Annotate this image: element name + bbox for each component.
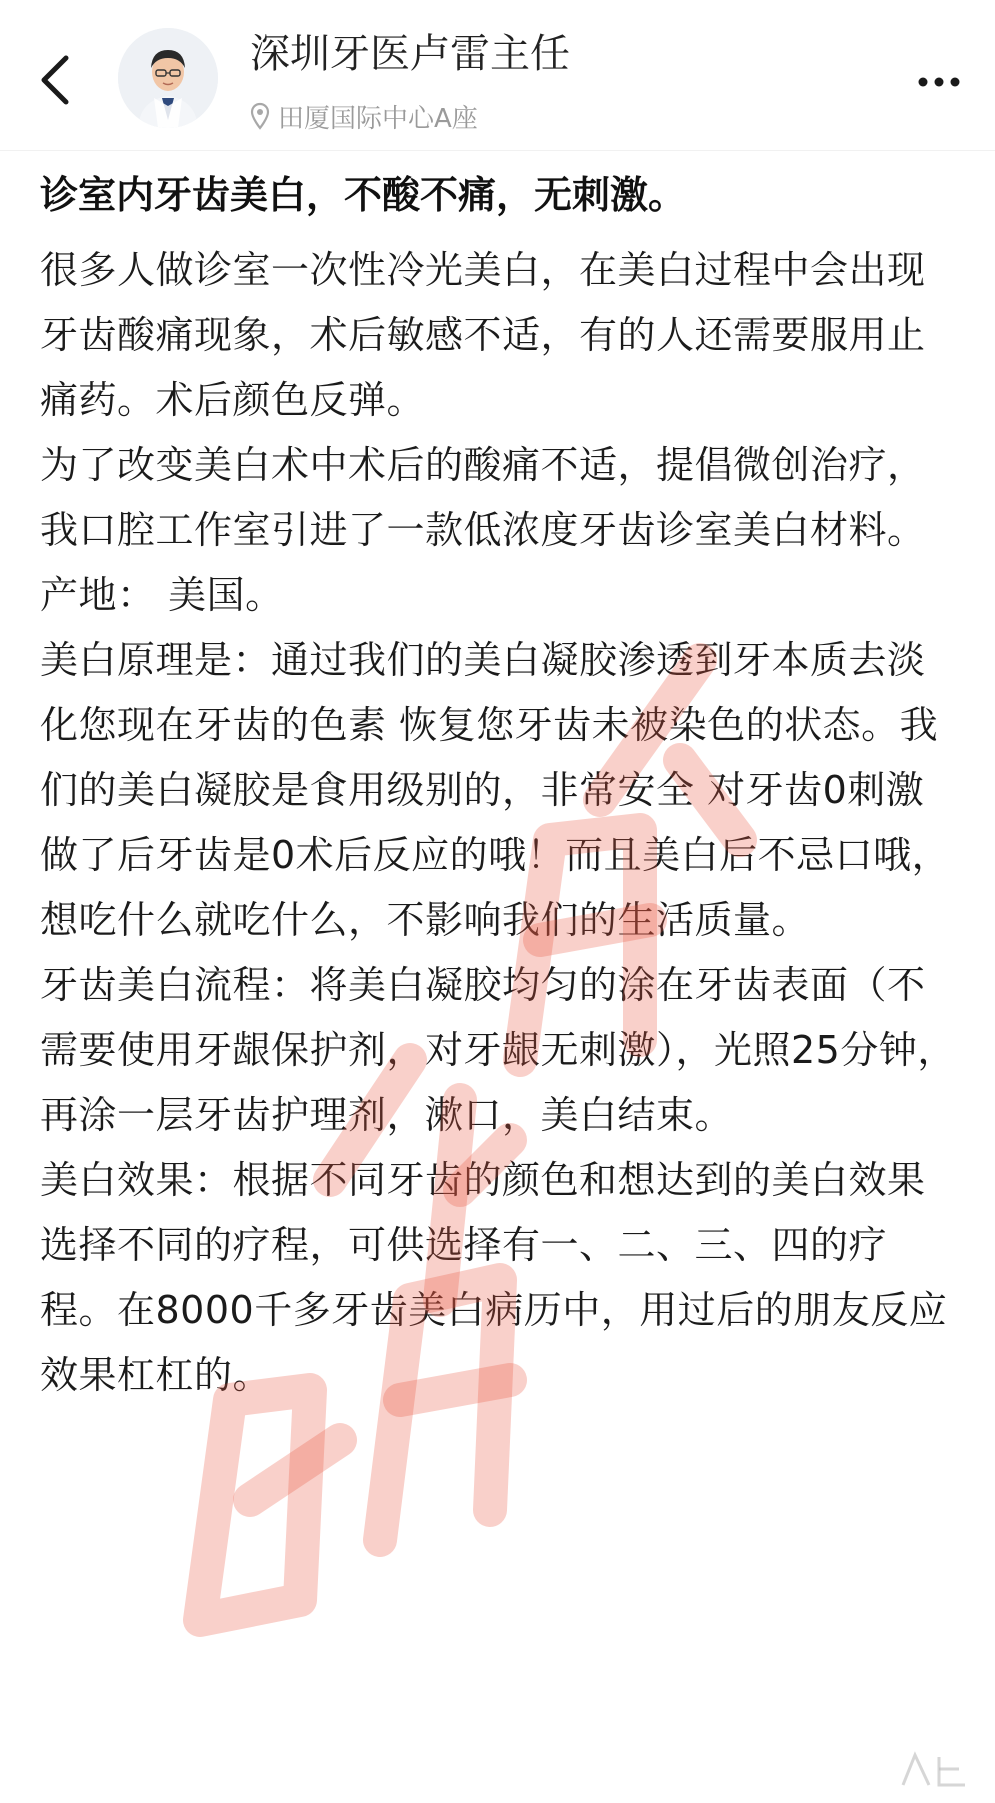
chevron-left-icon <box>30 40 86 120</box>
article-body <box>40 160 960 1408</box>
article-heading: 诊室内牙齿美白，不酸不痛，无刺激。 <box>40 173 687 217</box>
avatar[interactable] <box>118 28 218 128</box>
top-bar <box>0 0 995 151</box>
back-button[interactable] <box>30 40 86 120</box>
location-pin-icon <box>250 102 270 130</box>
doctor-portrait <box>118 28 218 128</box>
more-horizontal-icon <box>909 56 969 106</box>
article-paragraph: 美白效果：根据不同牙齿的颜色和想达到的美白效果选择不同的疗程，可供选择有一、二、三、四的疗程。在8000千多牙齿美白病历中，用过后的朋友反应效果杠杠的。 <box>40 1158 948 1397</box>
location-text: 田厦国际中心A座 <box>278 103 478 134</box>
article-paragraph: 很多人做诊室一次性冷光美白，在美白过程中会出现牙齿酸痛现象，术后敏感不适，有的人还需要服用止痛药。术后颜色反弹。 <box>40 248 926 422</box>
article-paragraph: 为了改变美白术中术后的酸痛不适，提倡微创治疗，我口腔工作室引进了一款低浓度牙齿诊室美白材料。 <box>40 443 926 552</box>
more-button[interactable] <box>909 56 969 106</box>
corner-watermark <box>895 1745 975 1795</box>
article-paragraph: 美白原理是：通过我们的美白凝胶渗透到牙本质去淡化您现在牙齿的色素 恢复您牙齿未被染色的状态。我们的美白凝胶是食用级别的，非常安全 对牙齿0刺激 做了后牙齿是0术后反应的哦！而且美白后不忌口哦，想吃什么就吃什么，不影响我们的生活质量。 <box>40 638 951 942</box>
location-row[interactable] <box>250 98 478 134</box>
article-paragraph: 牙齿美白流程：将美白凝胶均匀的涂在牙齿表面（不需要使用牙龈保护剂，对牙龈无刺激），光照25分钟，再涂一层牙齿护理剂，漱口，美白结束。 <box>40 963 956 1137</box>
article-paragraph: 产地： 美国。 <box>40 573 284 617</box>
page-title: 深圳牙医卢雷主任 <box>250 31 570 77</box>
